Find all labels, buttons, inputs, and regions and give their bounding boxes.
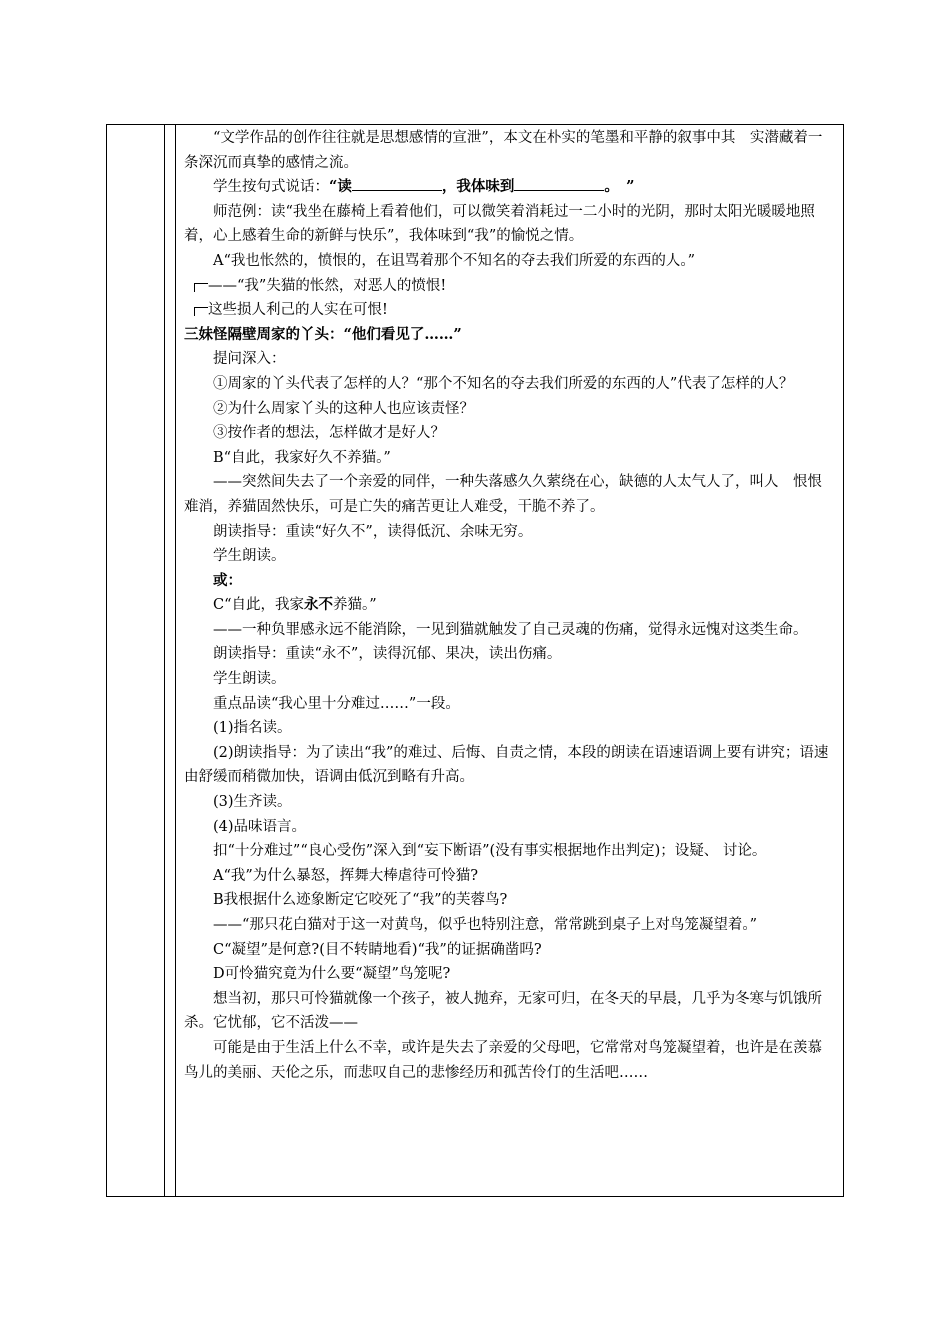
paragraph: ——“我”失猫的怅然，对恶人的愤恨!: [184, 274, 836, 299]
paragraph: (3)生齐读。: [213, 794, 292, 811]
paragraph: (1)指名读。: [213, 720, 292, 737]
section-heading: 三妹怪隔壁周家的丫头：“他们看见了……”: [184, 325, 462, 343]
paragraph: 学生朗读。: [213, 548, 286, 565]
paragraph: C“自此，我家永不养猫。”: [213, 596, 377, 614]
paragraph: 或：: [213, 571, 242, 589]
paragraph: 可能是由于生活上什么不幸，或许是失去了亲爱的父母吧，它常常对鸟笼凝望着，也许是在羡慕鸟儿的美丽、天伦之乐，而悲叹自己的悲惨经历和孤苦伶仃的生活吧……: [184, 1039, 822, 1081]
paragraph: 扣“十分难过”“良心受伤”深入到“妄下断语”(没有事实根据地作出判定)；设疑、 讨论。: [213, 843, 767, 860]
paragraph: 重点品读“我心里十分难过……”一段。: [213, 695, 460, 712]
lesson-content: [184, 126, 836, 1085]
paragraph: 想当初，那只可怜猫就像一个孩子，被人抛弃，无家可归，在冬天的早晨，几乎为冬寒与饥饿所杀。它忧郁，它不活泼——: [184, 990, 822, 1032]
paragraph: B我根据什么迹象断定它咬死了“我”的芙蓉鸟?: [213, 892, 508, 909]
paragraph: B“自此，我家好久不养猫。”: [213, 449, 391, 466]
paragraph: ——“那只花白猫对于这一对黄鸟，似乎也特别注意，常常跳到桌子上对鸟笼凝望着。”: [213, 917, 758, 933]
paragraph: (2)朗读指导：为了读出“我”的难过、后悔、自责之情，本段的朗读在语速语调上要有讲究；语速由舒缓而稍微加快，语调由低沉到略有升高。: [184, 744, 829, 786]
table-column-1: [107, 125, 165, 1196]
paragraph: ③按作者的想法，怎样做才是好人？: [213, 425, 445, 442]
fill-blank: [514, 176, 604, 191]
paragraph: ①周家的丫头代表了怎样的人？“那个不知名的夺去我们所爱的东西的人”代表了怎样的人？: [213, 375, 794, 392]
paragraph: 朗读指导：重读“好久不”，读得低沉、余味无穷。: [213, 523, 533, 540]
paragraph: D可怜猫究竟为什么要“凝望”鸟笼呢?: [213, 966, 451, 983]
paragraph: ②为什么周家丫头的这种人也应该责怪？: [213, 400, 474, 417]
sentence-pattern-paragraph: 学生按句式说话：“读 ，我体味到 。 ”: [213, 178, 635, 196]
paragraph: ——一种负罪感永远不能消除，一见到猫就触发了自己灵魂的伤痛，觉得永远愧对这类生命。: [213, 621, 808, 638]
paragraph: 师范例：读“我坐在藤椅上看着他们，可以微笑着消耗过一二小时的光阴，那时太阳光暖暖地照着，心上感着生命的新鲜与快乐”，我体味到“我”的愉悦之情。: [184, 203, 815, 245]
fill-blank: [352, 176, 442, 191]
bracket-mark: [194, 283, 208, 292]
paragraph: 这些损人利己的人实在可恨!: [184, 298, 836, 323]
paragraph: ——突然间失去了一个亲爱的同伴，一种失落感久久萦绕在心，缺德的人太气人了，叫人 恨恨难消，养猫固然快乐，可是亡失的痛苦更让人难受，干脆不养了。: [184, 474, 822, 515]
paragraph: (4)品味语言。: [213, 818, 307, 835]
table-column-2: [165, 125, 176, 1196]
paragraph: “文学作品的创作往往就是思想感情的宣泄”，本文在朴实的笔墨和平静的叙事中其 实潜藏着一条深沉而真挚的感情之流。: [184, 130, 823, 171]
paragraph: C“凝望”是何意?(目不转睛地看)“我”的证据确凿吗?: [213, 941, 542, 958]
paragraph: 朗读指导：重读“永不”，读得沉郁、果决，读出伤痛。: [213, 646, 562, 663]
paragraph: A“我也怅然的，愤恨的，在诅骂着那个不知名的夺去我们所爱的东西的人。”: [213, 252, 696, 269]
bracket-mark: [194, 307, 208, 316]
paragraph: 提问深入：: [213, 351, 286, 368]
paragraph: 学生朗读。: [213, 671, 286, 688]
paragraph: A“我”为什么暴怒，挥舞大棒虐待可怜猫?: [213, 867, 479, 884]
